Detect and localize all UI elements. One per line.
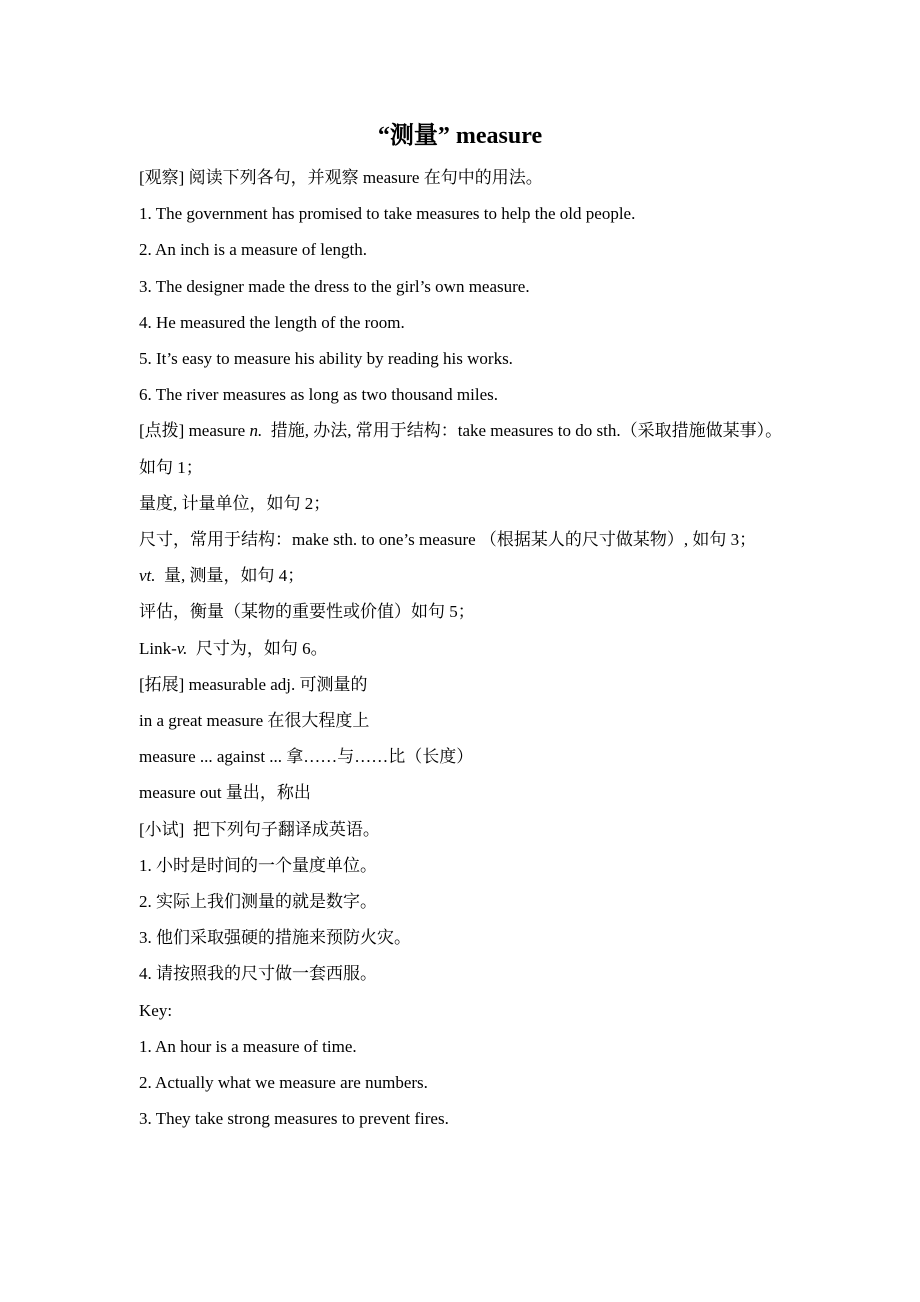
document-body [139, 160, 799, 1137]
pos-noun: n. [249, 421, 263, 441]
hint-head: measure [188, 421, 246, 441]
sense-text: 量, 测量，如句 4； [164, 566, 305, 586]
sense-text: 尺寸为，如句 6。 [195, 638, 328, 658]
hint-tag: [点拨] [139, 421, 185, 441]
pos-link-prefix: Link- [139, 638, 177, 658]
practice-heading [139, 812, 799, 848]
key-answer: 3. They take strong measures to prevent fires. [139, 1109, 449, 1129]
observe-tag: [观察] [139, 168, 185, 187]
key-answer: 1. An hour is a measure of time. [139, 1036, 357, 1056]
hint-sense-4 [139, 558, 799, 594]
observe-instruction: 阅读下列各句，并观察 measure 在句中的用法。 [188, 168, 543, 187]
key-answer: 2. Actually what we measure are numbers. [139, 1073, 428, 1093]
observe-sentence: 2. An inch is a measure of length. [139, 240, 368, 260]
sense-text: 措施, 办法, 常用于结构：take measures to do sth.（采取措施做某事）。 如句 1； [139, 421, 783, 477]
page-title: “测量” measure [377, 123, 543, 149]
observe-heading [139, 160, 799, 196]
extend-item: measure ... against ... 拿……与……比（长度） [139, 747, 474, 767]
practice-item: 2. 实际上我们测量的就是数字。 [139, 892, 377, 912]
observe-sentence: 1. The government has promised to take measures to help the old people. [139, 204, 636, 224]
hint-sense-5: 评估，衡量（某物的重要性或价值）如句 5； [139, 602, 475, 622]
practice-tag: [小试] [139, 819, 185, 839]
observe-sentence: 5. It’s easy to measure his ability by reading his works. [139, 349, 513, 369]
hint-sense-3: 尺寸，常用于结构：make sth. to one’s measure （根据某人的尺寸做某物）, 如句 3； [139, 530, 757, 550]
pos-vt: vt. [139, 566, 156, 586]
hint-sense-2: 量度, 计量单位，如句 2； [139, 493, 331, 513]
practice-item: 3. 他们采取强硬的措施来预防火灾。 [139, 928, 411, 948]
observe-sentence: 4. He measured the length of the room. [139, 312, 405, 332]
hint-sense-1 [139, 413, 799, 485]
observe-sentence: 3. The designer made the dress to the girl’s own measure. [139, 276, 530, 296]
extend-item: in a great measure 在很大程度上 [139, 711, 370, 731]
extend-tag: [拓展] [139, 674, 185, 694]
observe-sentence: 6. The river measures as long as two thousand miles. [139, 385, 498, 405]
key-label: Key: [139, 1000, 173, 1020]
practice-instruction: 把下列句子翻译成英语。 [192, 819, 380, 839]
extend-item: measure out 量出，称出 [139, 783, 311, 803]
hint-sense-6 [139, 631, 799, 667]
pos-link: v. [176, 638, 188, 658]
practice-item: 1. 小时是时间的一个量度单位。 [139, 855, 377, 875]
practice-item: 4. 请按照我的尺寸做一套西服。 [139, 964, 377, 984]
extend-item [139, 667, 799, 703]
extend-text: measurable adj. 可测量的 [188, 674, 368, 694]
